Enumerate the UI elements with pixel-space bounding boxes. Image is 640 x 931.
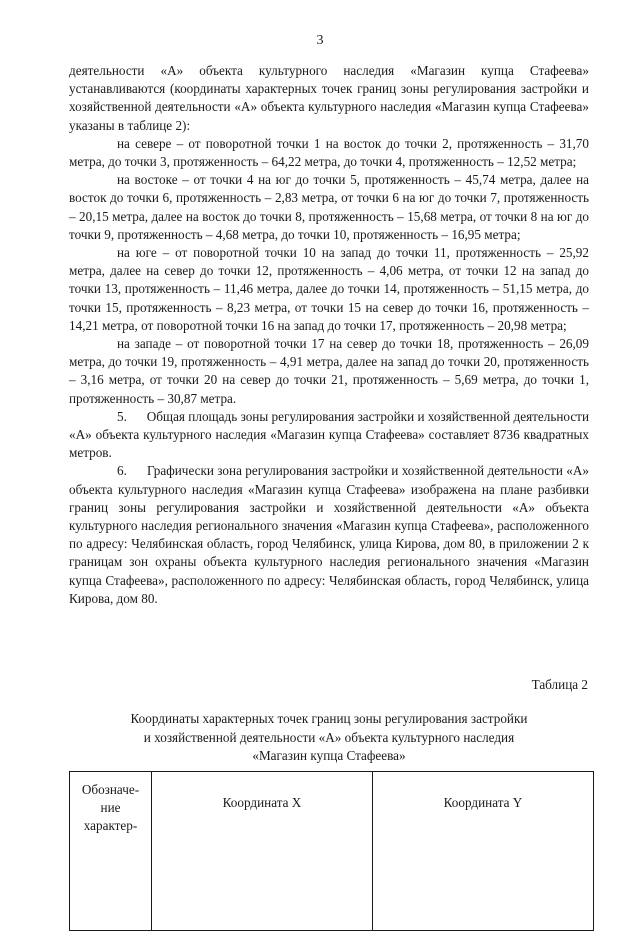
body-text xyxy=(69,62,593,608)
paragraph-west: на западе – от поворотной точки 17 на север до точки 18, протяженность – 26,09 метра, до точки 19, протяженность – 4,91 метра, далее на запад до точки 20, протяженность – 3,16 метра, от точки 20 на север до точки 21, протяженность – 5,69 метра, до точки 1, протяженность – 30,87 метра. xyxy=(69,336,589,406)
table-title xyxy=(69,710,589,766)
table-title-line-1: Координаты характерных точек границ зоны регулирования застройки xyxy=(130,711,528,726)
table-caption: Таблица 2 xyxy=(531,677,588,692)
paragraph-north: на севере – от поворотной точки 1 на восток до точки 2, протяженность – 31,70 метра, до точки 3, протяженность – 64,22 метра, до точки 4, протяженность – 12,52 метра; xyxy=(69,135,589,170)
paragraph-south: на юге – от поворотной точки 10 на запад до точки 11, протяженность – 25,92 метра, далее на север до точки 12, протяженность – 4,06 метра, от точки 12 на запад до точки 13, протяженность – 11,46 метра, далее до точки 14, протяженность – 51,15 метра, до точки 15, протяженность – 8,23 метра, от точки 15 на север до точки 16, протяженность – 14,21 метра, от поворотной точки 16 на запад до точки 17, протяженность – 20,98 метра; xyxy=(69,245,589,333)
table-title-line-2: и хозяйственной деятельности «А» объекта культурного наследия xyxy=(143,729,515,745)
header-coordinate-x: Координата X xyxy=(152,772,373,931)
header-designation xyxy=(70,772,152,931)
paragraph-item-6: 6. Графически зона регулирования застройки и хозяйственной деятельности «А» объекта культурного наследия «Магазин купца Стафеева» изображена на плане разбивки границ зоны регулирования застройки и хозяйственной деятельности «А» объекта культурного наследия регионального значения «Магазин купца Стафеева», расположенного по адресу: Челябинская область, город Челябинск, улица Кирова, дом 80, в приложении 2 к границам зон охраны объекта культурного наследия регионального значения «Магазин купца Стафеева», расположенного по адресу: Челябинская область, город Челябинск, улица Кирова, дом 80. xyxy=(69,463,593,606)
header-coordinate-y: Координата Y xyxy=(373,772,594,931)
paragraph-item-5: 5. Общая площадь зоны регулирования застройки и хозяйственной деятельности «А» объекта культурного наследия «Магазин купца Стафеева» составляет 8736 квадратных метров. xyxy=(69,408,593,461)
paragraph-east: на востоке – от точки 4 на юг до точки 5, протяженность – 45,74 метра, далее на восток до точки 6, протяженность – 2,83 метра, от точки 6 на юг до точки 7, протяженность – 20,15 метра, далее на восток до точки 8, протяженность – 15,68 метра, от точки 8 на юг до точки 9, протяженность – 4,68 метра, до точки 10, протяженность – 16,95 метра; xyxy=(69,172,589,242)
table-title-line-3: «Магазин купца Стафеева» xyxy=(252,748,406,763)
table-header-row xyxy=(70,772,594,931)
paragraph-intro: деятельности «А» объекта культурного наследия «Магазин купца Стафеева» устанавливаются (координаты характерных точек границ зоны регулирования застройки и хозяйственной деятельности «А» объекта культурного наследия «Магазин купца Стафеева» указаны в таблице 2): xyxy=(69,63,589,133)
header-designation-line-3: характер- xyxy=(83,818,138,833)
header-designation-line-1: Обозначе- xyxy=(81,782,140,797)
header-designation-line-2: ние xyxy=(100,800,121,815)
page-number: 3 xyxy=(316,33,324,48)
coordinates-table xyxy=(69,771,594,931)
